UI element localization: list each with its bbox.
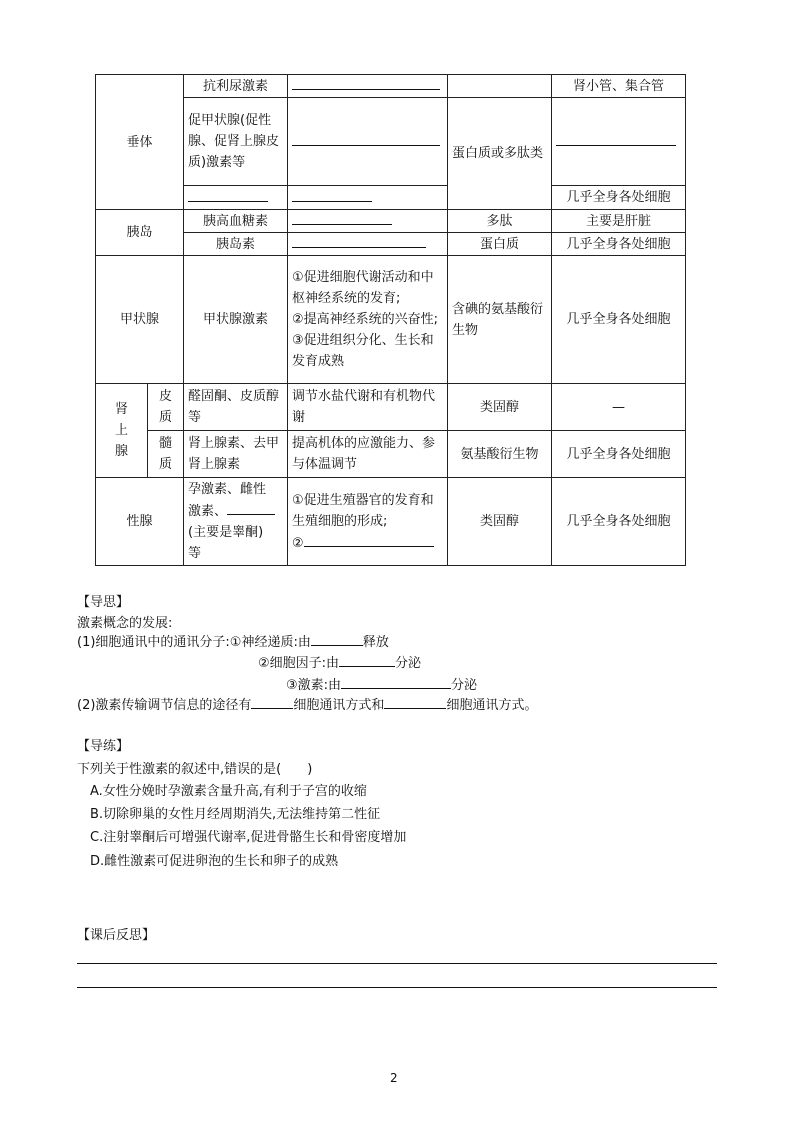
target-thyroxine: 几乎全身各处细胞 <box>552 256 686 384</box>
blank-glucagon-function <box>288 210 448 233</box>
gland-gonad: 性腺 <box>96 478 184 566</box>
hormone-table <box>95 74 686 566</box>
table-row <box>96 256 686 384</box>
blank-neuro <box>311 631 363 646</box>
table-row <box>96 98 686 186</box>
blank-gh-function <box>288 186 448 210</box>
daosi-line-2 <box>258 652 421 671</box>
daosi-line-3-a: ③激素:由 <box>286 678 342 693</box>
daosi-line-1-a: (1)细胞通讯中的通讯分子: <box>77 635 230 650</box>
daosi-heading: 【导思】 <box>77 595 130 610</box>
gland-pancreas: 胰岛 <box>96 210 184 256</box>
blank-gonad-hormone <box>227 500 275 515</box>
daosi-line-4-a: (2)激素传输调节信息的途径有 <box>77 698 252 713</box>
gonad-hormone-a: 孕激素、雌性 <box>188 482 267 497</box>
nature-glucagon: 多肽 <box>448 210 552 233</box>
nature-pituitary: 蛋白质或多肽类 <box>448 98 552 210</box>
daosi-line-2-a: ②细胞因子:由 <box>258 656 340 671</box>
page-number: 2 <box>390 1071 398 1085</box>
adrenal-medulla: 髓质 <box>148 431 184 478</box>
nature-cortex: 类固醇 <box>448 384 552 431</box>
option-b: B.切除卵巢的女性月经周期消失,无法维持第二性征 <box>90 807 381 822</box>
target-gh: 几乎全身各处细胞 <box>552 186 686 210</box>
blank-tropic-function <box>288 98 448 186</box>
hormone-gonad <box>184 478 288 566</box>
gonad-hormone-b: 激素、 <box>188 504 228 519</box>
nature-thyroxine: 含碘的氨基酸衍生物 <box>448 256 552 384</box>
daolian-heading: 【导练】 <box>77 739 130 754</box>
function-cortex: 调节水盐代谢和有机物代谢 <box>288 384 448 431</box>
hormone-thyroxine: 甲状腺激素 <box>184 256 288 384</box>
hormone-insulin: 胰岛素 <box>184 233 288 256</box>
thyroid-functions <box>288 256 448 384</box>
daosi-line-1 <box>77 631 389 650</box>
daosi-line-2-b: 分泌 <box>395 656 422 671</box>
blank-route-2 <box>384 694 446 709</box>
daosi-line-4-b: 细胞通讯方式和 <box>293 698 385 713</box>
daosi-line-4-c: 细胞通讯方式。 <box>446 698 538 713</box>
gland-thyroid: 甲状腺 <box>96 256 184 384</box>
thyroid-function-1: ①促进细胞代谢活动和中枢神经系统的发育; <box>292 270 434 306</box>
target-insulin: 几乎全身各处细胞 <box>552 233 686 256</box>
gonad-hormone-c: (主要是睾酮) <box>188 525 264 540</box>
hormone-adh: 抗利尿激素 <box>184 75 288 98</box>
table-row <box>96 233 686 256</box>
gonad-hormone-d: 等 <box>188 546 202 561</box>
hormone-cortex: 醛固酮、皮质醇等 <box>184 384 288 431</box>
nature-gonad: 类固醇 <box>448 478 552 566</box>
blank-insulin-function <box>288 233 448 256</box>
gland-adrenal: 肾上腺 <box>96 384 148 478</box>
daosi-line-1-b: ①神经递质:由 <box>229 635 311 650</box>
thyroid-function-2: ②提高神经系统的兴奋性; <box>292 312 439 327</box>
daosi-line-3-b: 分泌 <box>451 678 478 693</box>
blank-gonad-function <box>304 532 434 547</box>
gland-pituitary: 垂体 <box>96 75 184 210</box>
hormone-tropic: 促甲状腺(促性腺、促肾上腺皮质)激素等 <box>184 98 288 186</box>
gonad-function-1: ①促进生殖器官的发育和生殖细胞的形成; <box>292 492 434 529</box>
nature-insulin: 蛋白质 <box>448 233 552 256</box>
table-row <box>96 186 686 210</box>
target-gonad: 几乎全身各处细胞 <box>552 478 686 566</box>
option-a: A.女性分娩时孕激素含量升高,有利于子宫的收缩 <box>90 784 367 799</box>
gonad-function-2-line <box>292 532 443 554</box>
nature-medulla: 氨基酸衍生物 <box>448 431 552 478</box>
blank-route-1 <box>251 694 293 709</box>
hormone-glucagon: 胰高血糖素 <box>184 210 288 233</box>
blank-hormone-name <box>184 186 288 210</box>
table-row <box>96 431 686 478</box>
target-cortex: — <box>552 384 686 431</box>
daolian-question: 下列关于性激素的叙述中,错误的是( ) <box>77 762 313 777</box>
table-row <box>96 478 686 566</box>
target-adh: 肾小管、集合管 <box>552 75 686 98</box>
hormone-medulla: 肾上腺素、去甲肾上腺素 <box>184 431 288 478</box>
function-medulla: 提高机体的应激能力、参与体温调节 <box>288 431 448 478</box>
thyroid-function-3: ③促进组织分化、生长和发育成熟 <box>292 333 434 369</box>
target-glucagon: 主要是肝脏 <box>552 210 686 233</box>
option-c: C.注射睾酮后可增强代谢率,促进骨骼生长和骨密度增加 <box>90 830 407 845</box>
reflection-heading: 【课后反思】 <box>77 928 156 943</box>
daosi-line-4 <box>77 694 537 713</box>
blank-hormone-source <box>341 674 451 689</box>
adrenal-cortex: 皮质 <box>148 384 184 431</box>
table-row <box>96 75 686 98</box>
daosi-intro: 激素概念的发展: <box>77 616 173 631</box>
daosi-line-3 <box>286 674 477 693</box>
blank-adh-function <box>288 75 448 98</box>
daosi-line-1-c: 释放 <box>362 635 389 650</box>
target-medulla: 几乎全身各处细胞 <box>552 431 686 478</box>
reflection-line-1 <box>77 963 717 964</box>
table-row <box>96 384 686 431</box>
blank-adh-nature <box>448 75 552 98</box>
gonad-hormone-b-line <box>188 500 283 522</box>
blank-tropic-target <box>552 98 686 186</box>
gonad-function-2: ② <box>292 535 304 551</box>
blank-cytokine <box>339 652 395 667</box>
option-d: D.雌性激素可促进卵泡的生长和卵子的成熟 <box>90 854 339 869</box>
reflection-line-2 <box>77 987 717 988</box>
table-row <box>96 210 686 233</box>
gonad-functions <box>288 478 448 566</box>
